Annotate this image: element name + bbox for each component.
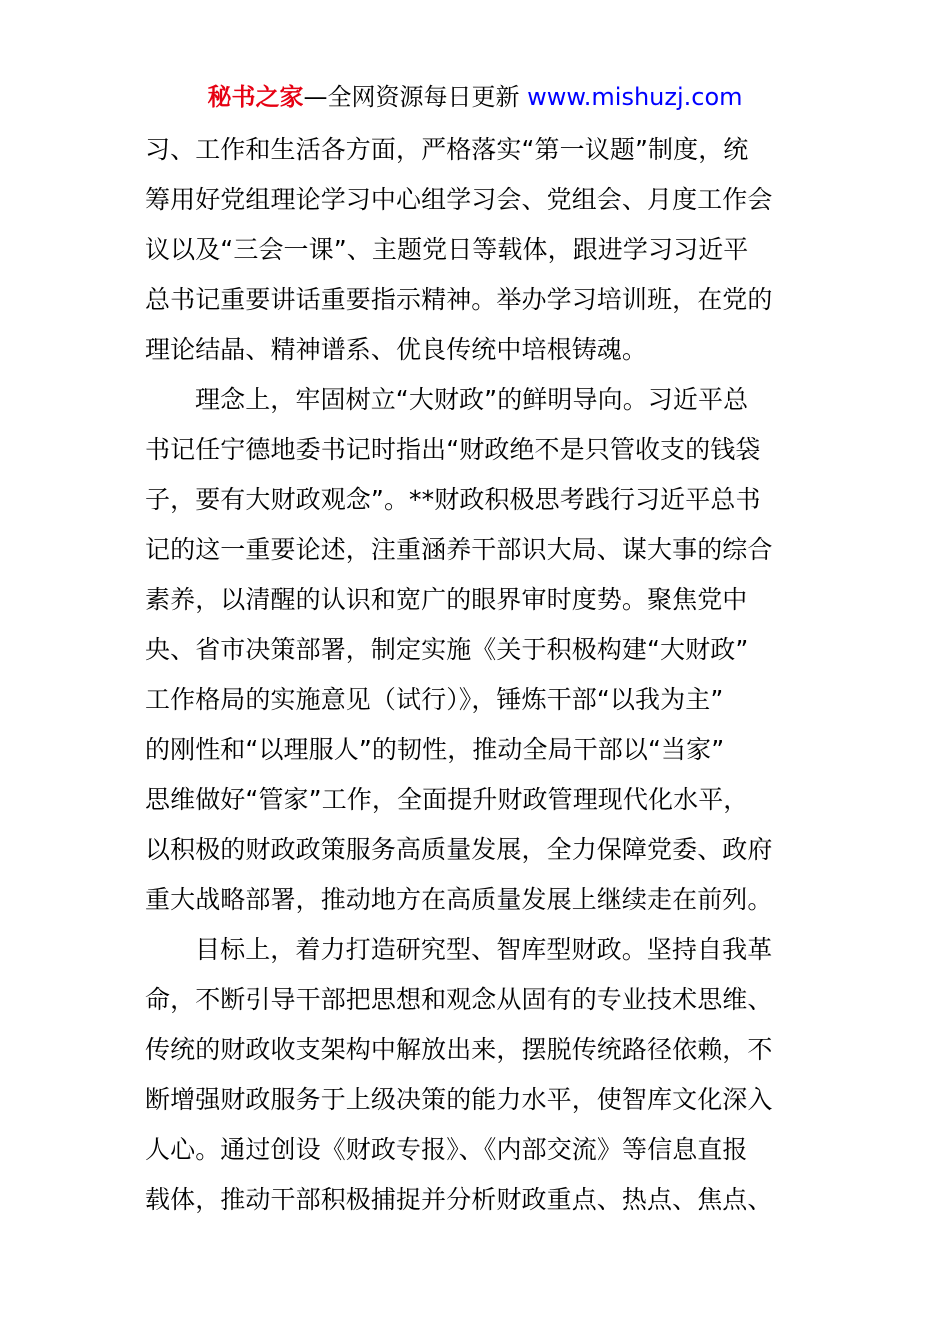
text-line: 书记任宁德地委书记时指出“财政绝不是只管收支的钱袋 (145, 435, 761, 464)
text-line: 思维做好“管家”工作，全面提升财政管理现代化水平， (145, 785, 749, 814)
text-line: 以积极的财政政策服务高质量发展，全力保障党委、政府 (145, 835, 773, 864)
text-line: 习、工作和生活各方面，严格落实“第一议题”制度，统 (145, 135, 749, 164)
text-line: 的刚性和“以理服人”的韧性，推动全局干部以“当家” (145, 735, 725, 764)
text-line: 央、省市决策部署，制定实施《关于积极构建“大财政” (145, 635, 749, 664)
text-line: 载体，推动干部积极捕捉并分析财政重点、热点、焦点、 (145, 1185, 773, 1214)
text-line: 工作格局的实施意见（试行）》，锤炼干部“以我为主” (145, 685, 724, 714)
text-line: 传统的财政收支架构中解放出来，摆脱传统路径依赖，不 (145, 1035, 773, 1064)
text-line: 重大战略部署，推动地方在高质量发展上继续走在前列。 (145, 885, 773, 914)
text-line: 命，不断引导干部把思想和观念从固有的专业技术思维、 (145, 985, 773, 1014)
text-line: 人心。通过创设《财政专报》、《内部交流》等信息直报 (145, 1135, 748, 1164)
site-brand: 秘书之家 (207, 83, 304, 111)
text-line: 断增强财政服务于上级决策的能力水平，使智库文化深入 (145, 1085, 773, 1114)
site-header (0, 80, 950, 114)
text-line: 理论结晶、精神谱系、优良传统中培根铸魂。 (145, 335, 648, 364)
site-url[interactable]: www.mishuzj.com (527, 83, 743, 111)
text-line: 筹用好党组理论学习中心组学习会、党组会、月度工作会 (145, 185, 773, 214)
text-line: 记的这一重要论述，注重涵养干部识大局、谋大事的综合 (145, 535, 773, 564)
text-line: 议以及“三会一课”、主题党日等载体，跟进学习习近平 (145, 235, 749, 264)
site-tagline: —全网资源每日更新 (303, 83, 520, 111)
text-line: 素养，以清醒的认识和宽广的眼界审时度势。聚焦党中 (145, 585, 748, 614)
text-line: 总书记重要讲话重要指示精神。举办学习培训班，在党的 (145, 285, 773, 314)
document-body (145, 125, 807, 1225)
text-line: 子，要有大财政观念”。**财政积极思考践行习近平总书 (145, 485, 761, 514)
text-line: 目标上，着力打造研究型、智库型财政。坚持自我革 (195, 935, 773, 964)
text-line: 理念上，牢固树立“大财政”的鲜明导向。习近平总 (195, 385, 749, 414)
